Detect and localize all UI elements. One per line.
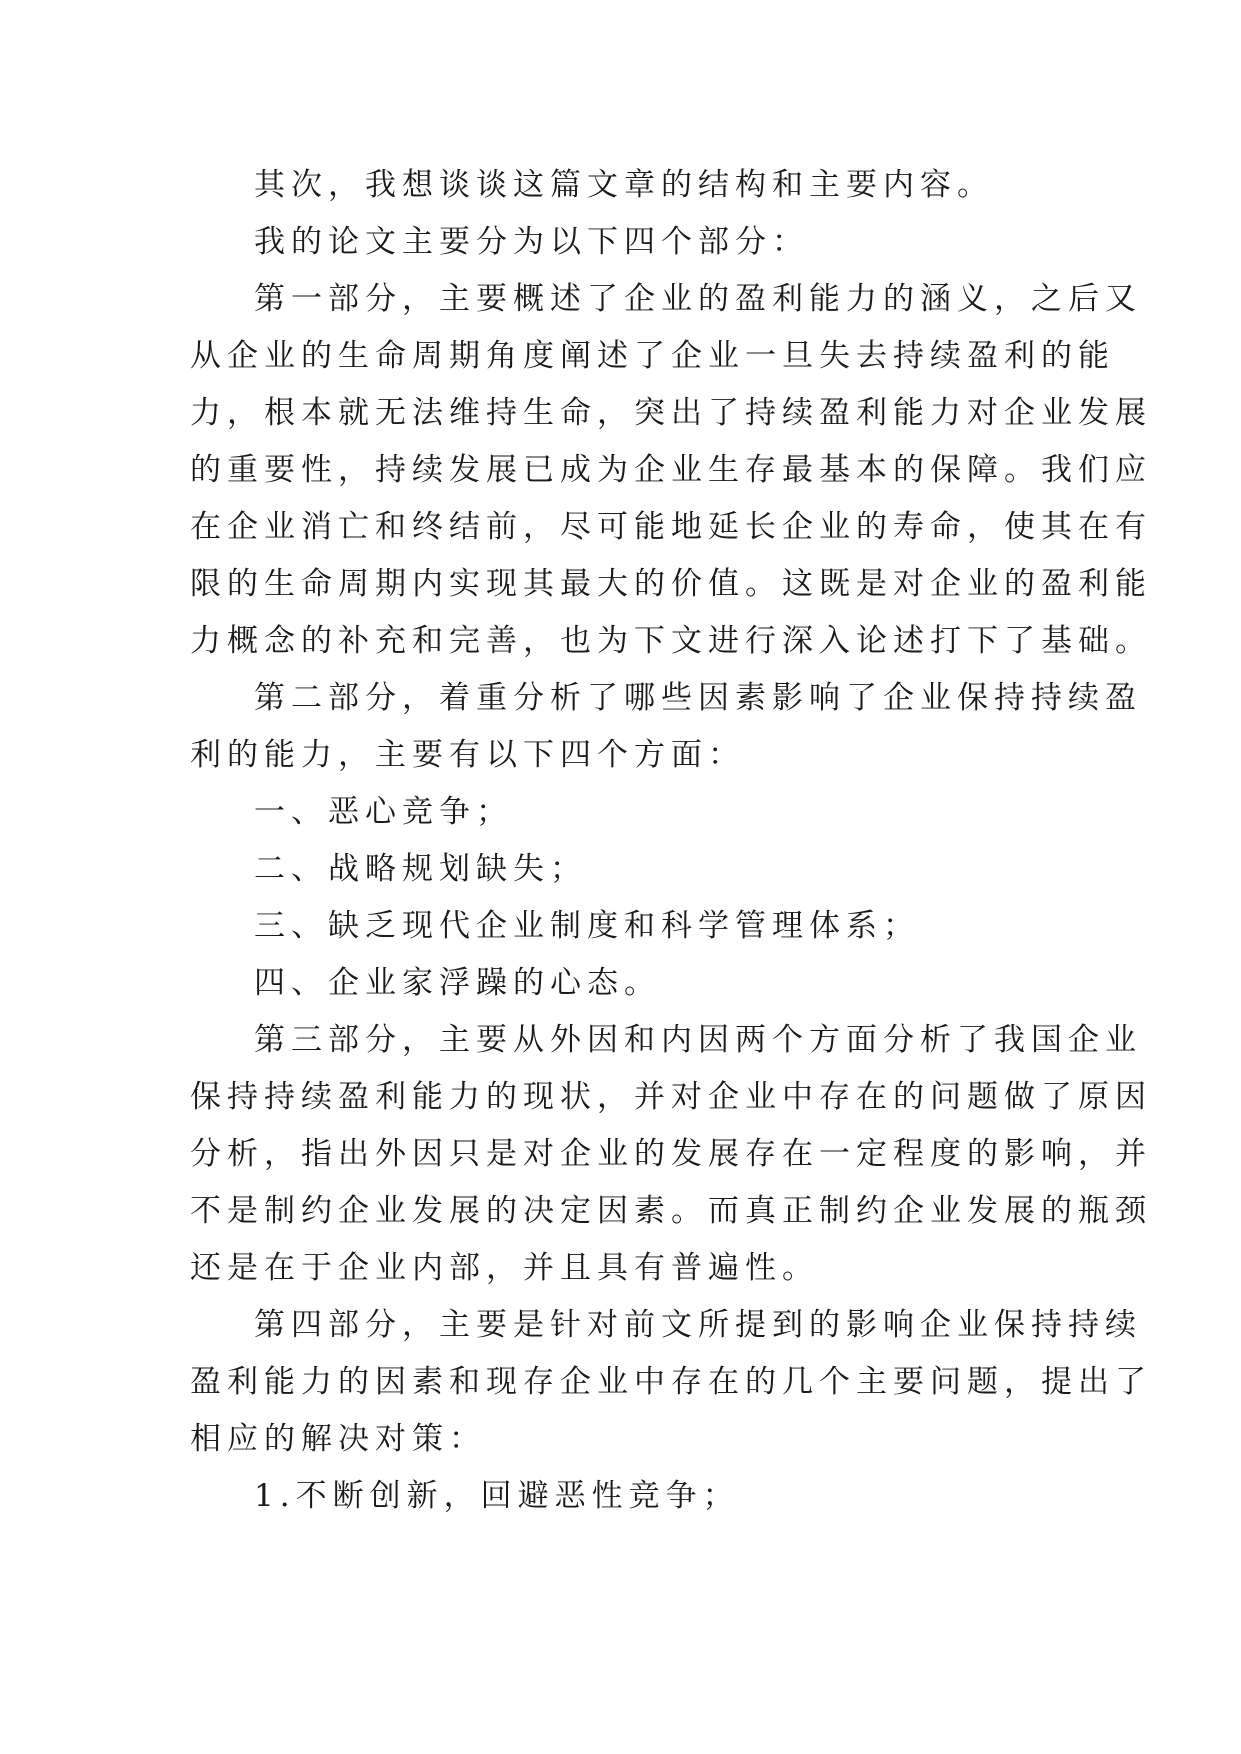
text-line: 力，根本就无法维持生命，突出了持续盈利能力对企业发展 [190, 395, 1152, 431]
text-line: 保持持续盈利能力的现状，并对企业中存在的问题做了原因 [190, 1079, 1152, 1115]
text-line: 在企业消亡和终结前，尽可能地延长企业的寿命，使其在有 [190, 509, 1152, 545]
text-line: 三、缺乏现代企业制度和科学管理体系； [254, 908, 920, 944]
text-line: 力概念的补充和完善，也为下文进行深入论述打下了基础。 [190, 623, 1152, 659]
text-line: 第四部分，主要是针对前文所提到的影响企业保持持续 [254, 1307, 1142, 1343]
text-line: 分析，指出外因只是对企业的发展存在一定程度的影响，并 [190, 1136, 1152, 1172]
text-line: 盈利能力的因素和现存企业中存在的几个主要问题，提出了 [190, 1364, 1152, 1400]
text-line: 从企业的生命周期角度阐述了企业一旦失去持续盈利的能 [190, 338, 1115, 374]
text-line: 不是制约企业发展的决定因素。而真正制约企业发展的瓶颈 [190, 1193, 1152, 1229]
text-line: 相应的解决对策： [190, 1421, 486, 1457]
text-line: 一、恶心竞争； [254, 794, 513, 830]
text-line: 限的生命周期内实现其最大的价值。这既是对企业的盈利能 [190, 566, 1152, 602]
text-line: 1.不断创新，回避恶性竞争； [254, 1478, 740, 1514]
text-line: 还是在于企业内部，并且具有普遍性。 [190, 1250, 819, 1286]
text-line: 我的论文主要分为以下四个部分： [254, 224, 809, 260]
text-line: 第一部分，主要概述了企业的盈利能力的涵义，之后又 [254, 281, 1142, 317]
text-line: 其次，我想谈谈这篇文章的结构和主要内容。 [254, 167, 994, 203]
text-line: 第二部分，着重分析了哪些因素影响了企业保持持续盈 [254, 680, 1142, 716]
text-line: 的重要性，持续发展已成为企业生存最基本的保障。我们应 [190, 452, 1152, 488]
text-line: 二、战略规划缺失； [254, 851, 587, 887]
text-line: 四、企业家浮躁的心态。 [254, 965, 661, 1001]
text-line: 利的能力，主要有以下四个方面： [190, 737, 745, 773]
text-line: 第三部分，主要从外因和内因两个方面分析了我国企业 [254, 1022, 1142, 1058]
